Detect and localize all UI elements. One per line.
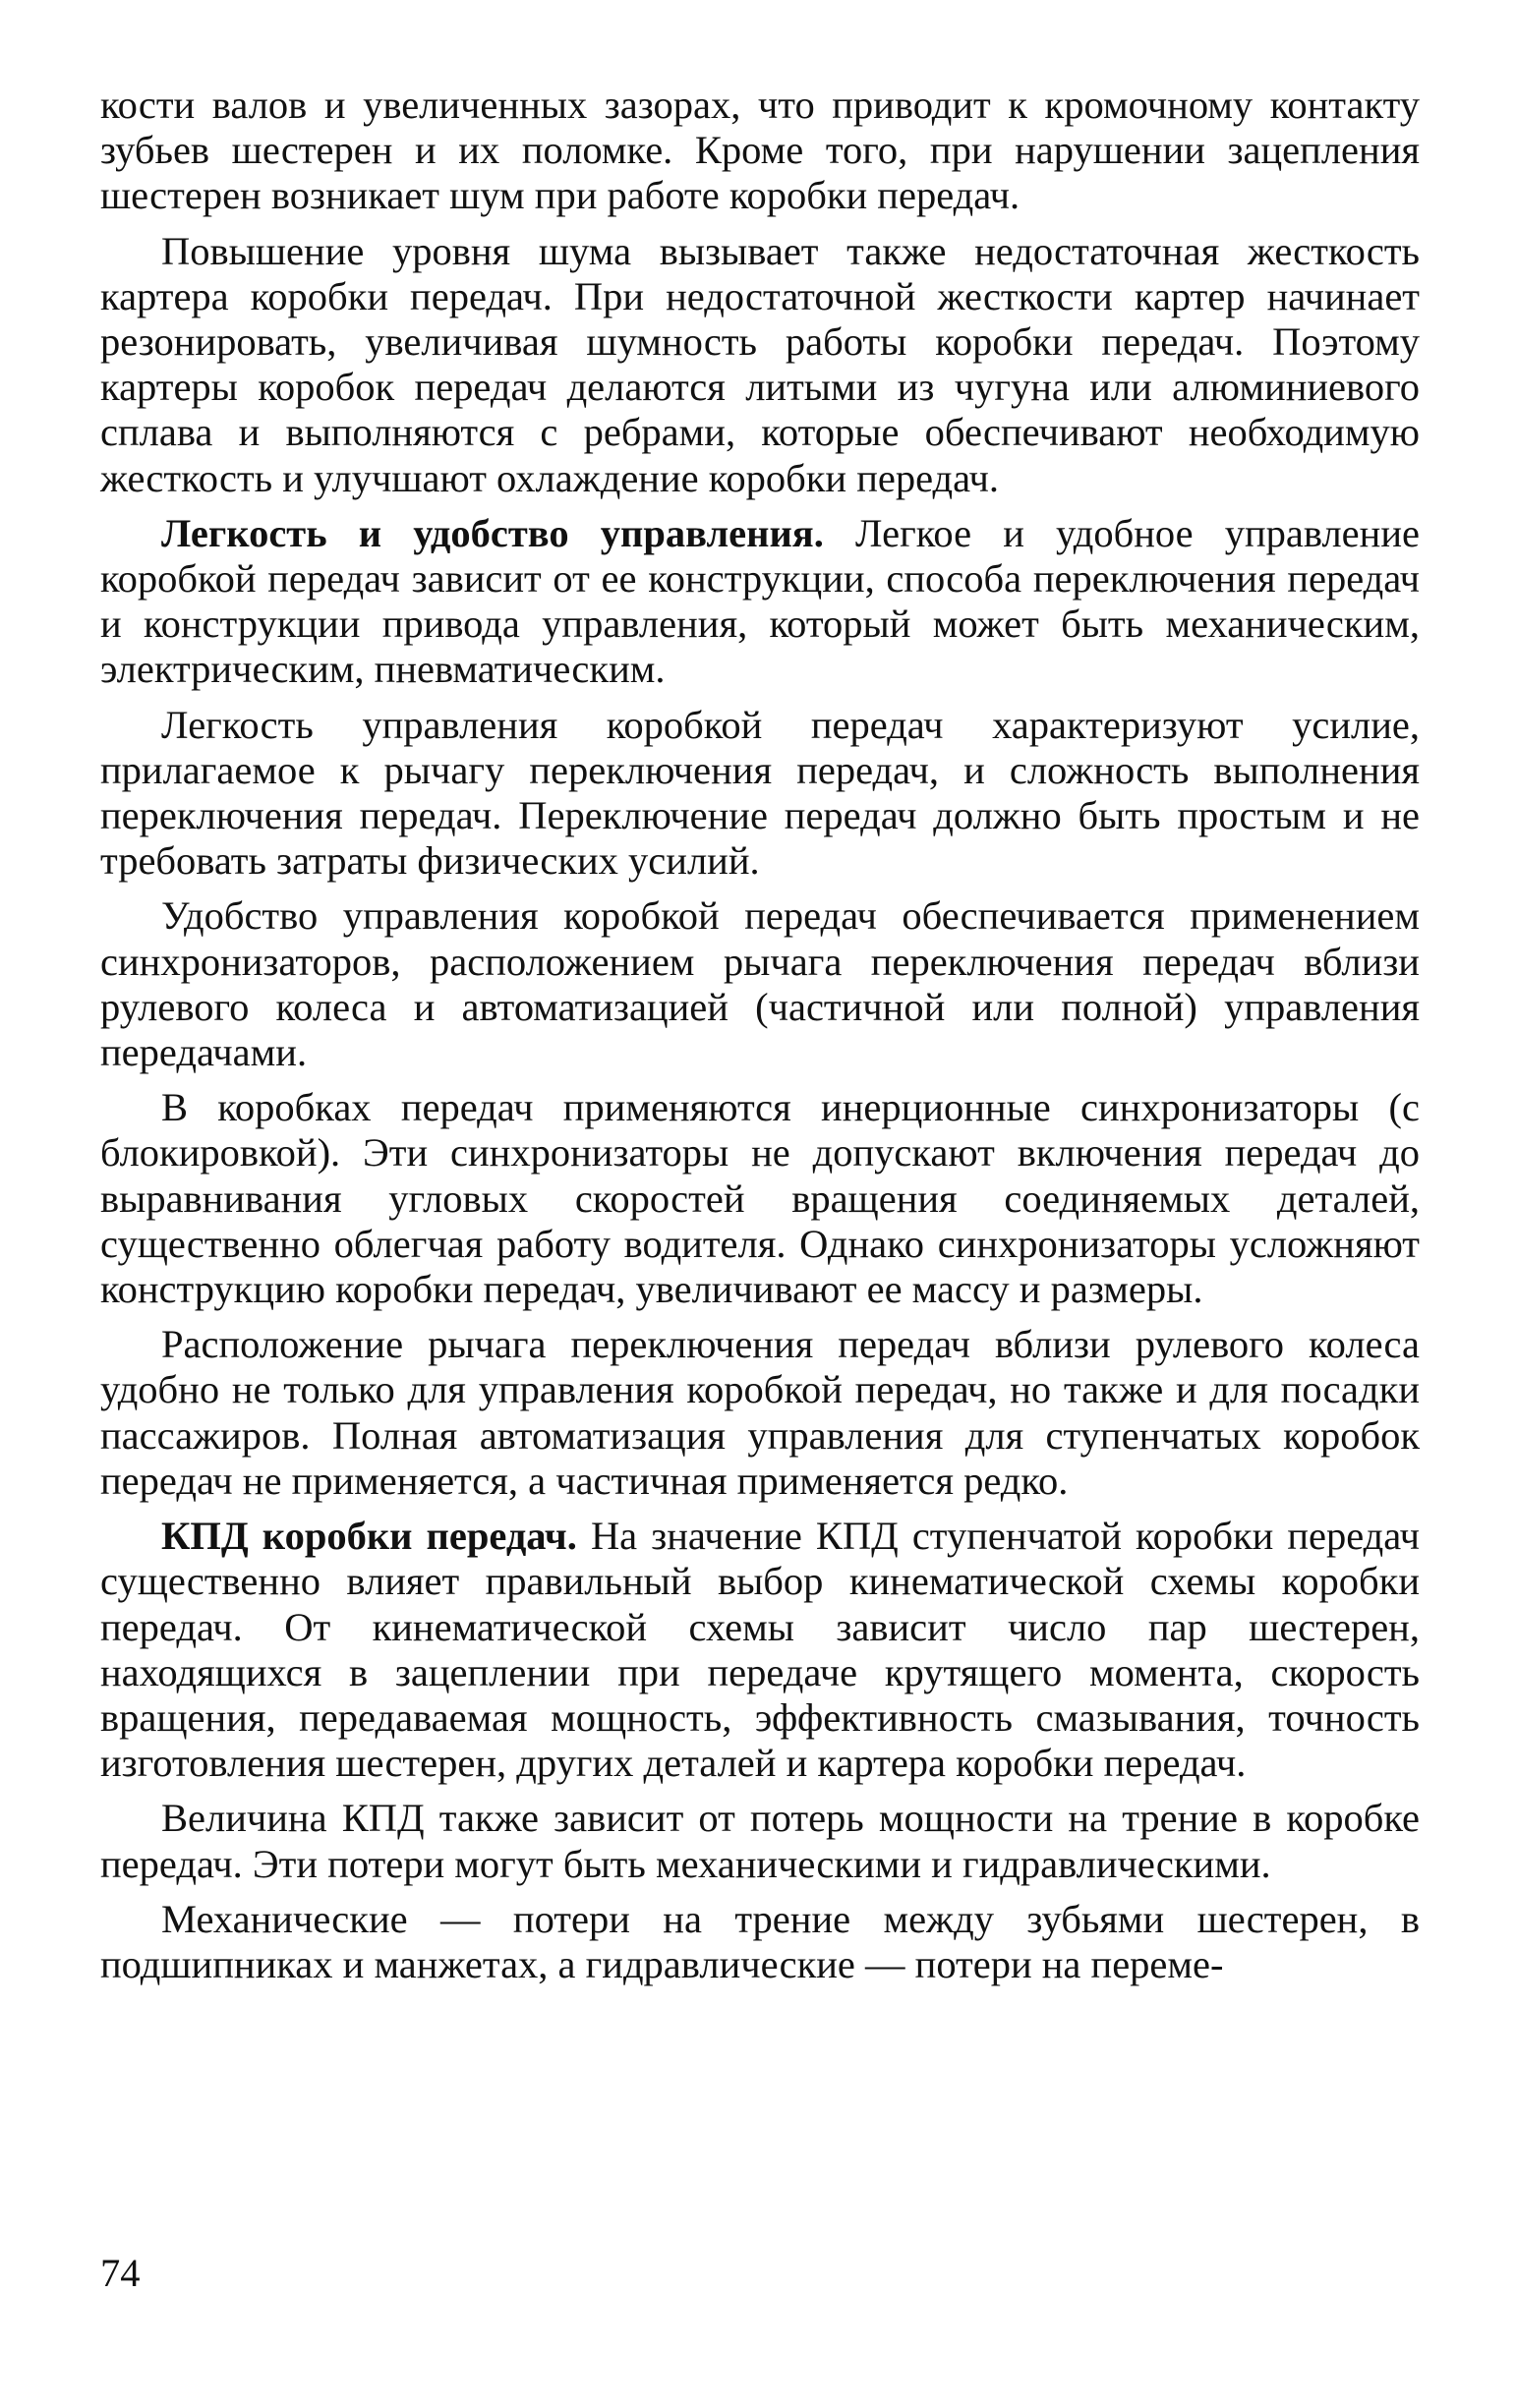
paragraph-9-text: Величина КПД также зависит от потерь мощности на трение в коробке передач. Эти потери могут быть механическими и гидравлическими. <box>100 1796 1420 1886</box>
section-heading-ease-of-control: Легкость и удобство управления. <box>161 510 824 555</box>
paragraph-10-text: Механические — потери на трение между зубьями шестерен, в подшипниках и манжетах, а гидравлические — потери на переме- <box>100 1896 1420 1986</box>
paragraph-9 <box>100 1796 1420 1886</box>
paragraph-1 <box>100 83 1420 219</box>
paragraph-6 <box>100 1085 1420 1312</box>
paragraph-3 <box>100 511 1420 693</box>
paragraph-5-text: Удобство управления коробкой передач обеспечивается применением синхронизаторов, расположением рычага переключения передач вблизи рулевого колеса и автоматизацией (частичной или полной) управления передачами. <box>100 893 1420 1075</box>
paragraph-4-text: Легкость управления коробкой передач характеризуют усилие, прилагаемое к рычагу переключения передач, и сложность выполнения переключения передач. Переключение передач должно быть простым и не требовать затраты физических усилий. <box>100 702 1420 884</box>
paragraph-10 <box>100 1897 1420 1987</box>
paragraph-6-text: В коробках передач применяются инерционные синхронизаторы (с блокировкой). Эти синхронизаторы не допускают включения передач до выравнивания угловых скоростей вращения соединяемых деталей, существенно облегчая работу водителя. Однако синхронизаторы усложняют конструкцию коробки передач, увеличивают ее массу и размеры. <box>100 1085 1420 1312</box>
page-number: 74 <box>100 2251 141 2295</box>
paragraph-5 <box>100 893 1420 1075</box>
paragraph-8 <box>100 1514 1420 1786</box>
paragraph-4 <box>100 703 1420 885</box>
page-body <box>100 83 1420 1987</box>
paragraph-8-text: На значение КПД ступенчатой коробки передач существенно влияет правильный выбор кинематической схемы коробки передач. От кинематической схемы зависит число пар шестерен, находящихся в зацеплении при передаче крутящего момента, скорость вращения, передаваемая мощность, эффективность смазывания, точность изготовления шестерен, других деталей и картера коробки передач. <box>100 1514 1420 1786</box>
paragraph-7-text: Расположение рычага переключения передач вблизи рулевого колеса удобно не только для управления коробкой передач, но также и для посадки пассажиров. Полная автоматизация управления для ступенчатых коробок передач не применяется, а частичная применяется редко. <box>100 1322 1420 1503</box>
paragraph-3-text: Легкое и удобное управление коробкой передач зависит от ее конструкции, способа переключения передач и конструкции привода управления, который может быть механическим, электрическим, пневматическим. <box>100 510 1420 692</box>
paragraph-7 <box>100 1322 1420 1504</box>
paragraph-2 <box>100 229 1420 501</box>
paragraph-2-text: Повышение уровня шума вызывает также недостаточная жесткость картера коробки передач. При недостаточной жесткости картер начинает резонировать, увеличивая шумность работы коробки передач. Поэтому картеры коробок передач делаются литыми из чугуна или алюминиевого сплава и выполняются с ребрами, которые обеспечивают необходимую жесткость и улучшают охлаждение коробки передач. <box>100 228 1420 500</box>
paragraph-1-text: кости валов и увеличенных зазорах, что приводит к кромочному контакту зубьев шестерен и их поломке. Кроме того, при нарушении зацепления шестерен возникает шум при работе коробки передач. <box>100 83 1420 218</box>
section-heading-efficiency: КПД коробки передач. <box>161 1514 577 1559</box>
